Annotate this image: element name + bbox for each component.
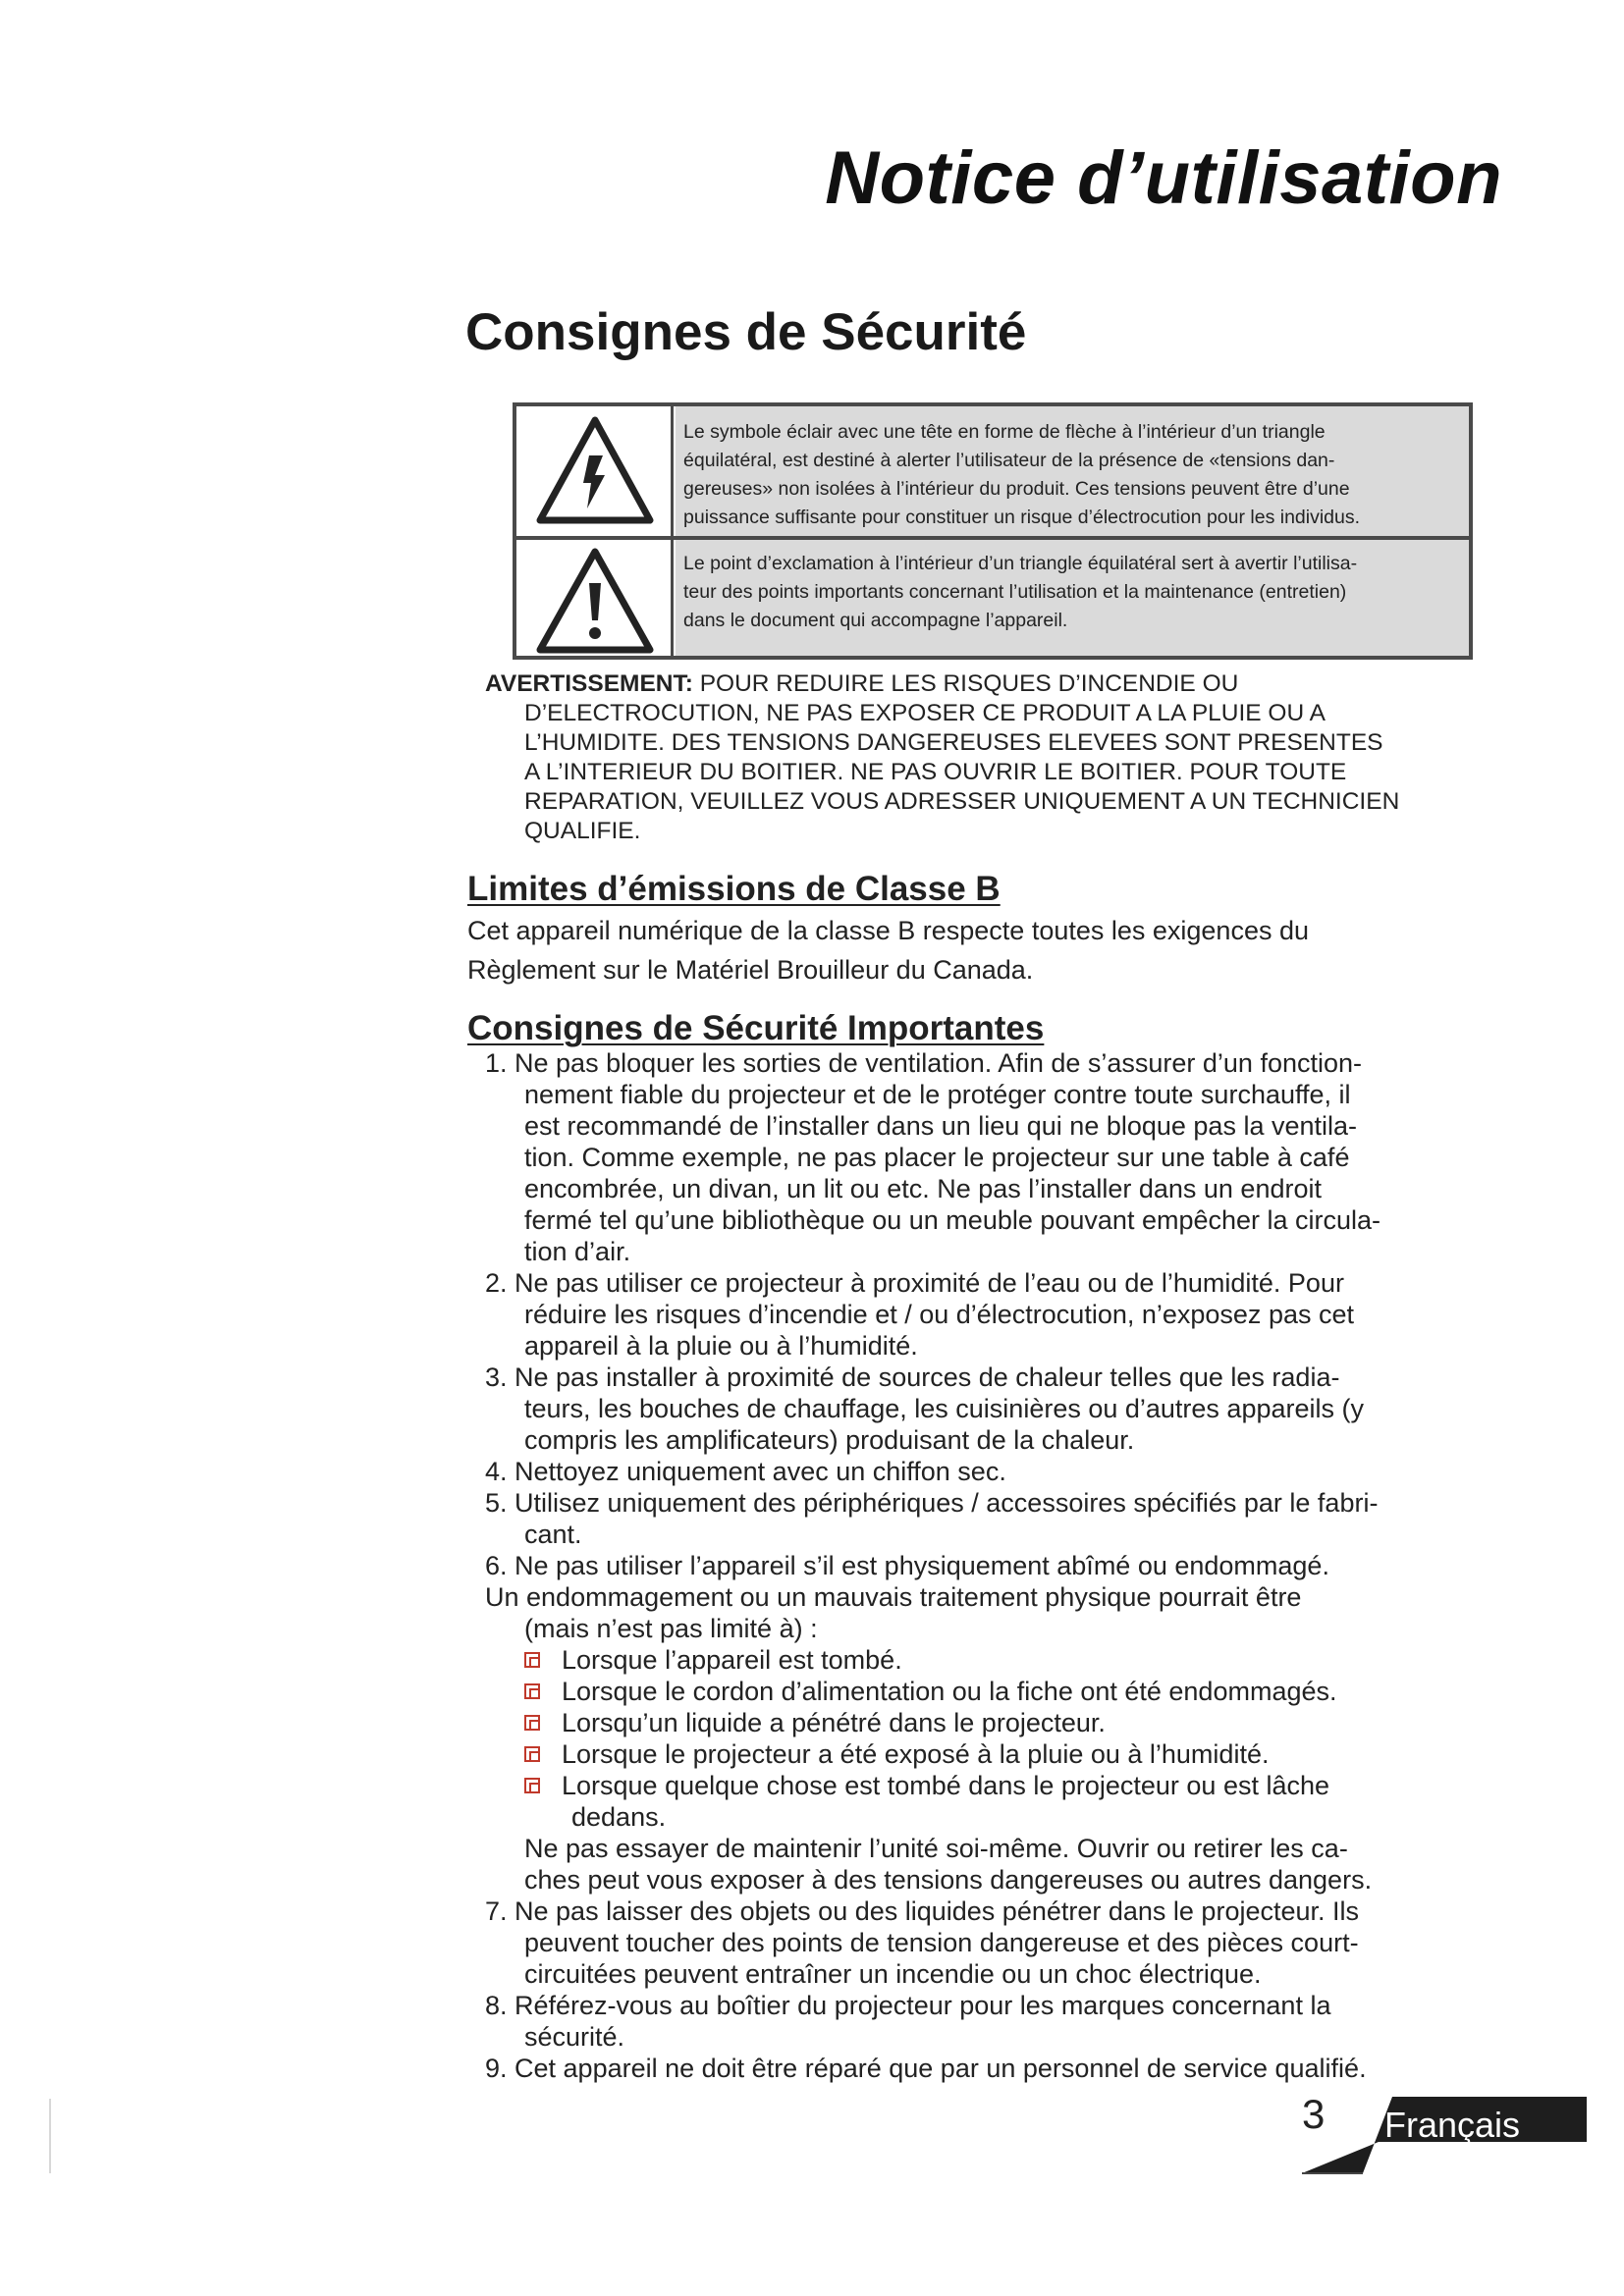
list-item-9: 9. Cet appareil ne doit être réparé que par un personnel de service qualifié. [485,2054,1367,2083]
list-item-3-cont: compris les amplificateurs) produisant de la chaleur. [524,1425,1135,1455]
symbol-text-line: Le point d’exclamation à l’intérieur d’un triangle équilatéral sert à avertir l’utilisa- [683,553,1358,574]
list-item-1: 1. Ne pas bloquer les sorties de ventilation. Afin de s’assurer d’un fonction- [485,1048,1363,1078]
damage-bullet: Lorsque le projecteur a été exposé à la pluie ou à l’humidité. [485,1738,1496,1770]
damage-bullet: Lorsque l’appareil est tombé. [485,1644,1496,1676]
list-item-3: 3. Ne pas installer à proximité de sources de chaleur telles que les radia- [485,1362,1340,1392]
margin-line [49,2099,51,2173]
page-number: 3 [1302,2091,1326,2137]
maintain-note: Ne pas essayer de maintenir l’unité soi-même. Ouvrir ou retirer les ca- [524,1834,1348,1863]
safety-instructions-list [485,1047,1496,2084]
symbol-text-line: puissance suffisante pour constituer un risque d’électrocution pour les individus. [683,507,1361,528]
list-item-5-cont: cant. [524,1520,582,1549]
list-item-2-cont: appareil à la pluie ou à l’humidité. [524,1331,918,1361]
language-label: Français [1384,2105,1521,2145]
damage-bullet: Lorsque quelque chose est tombé dans le projecteur ou est lâche [485,1770,1496,1801]
symbol-text-line: teur des points importants concernant l’utilisation et la maintenance (entretien) [683,581,1347,603]
list-item-1-cont: tion d’air. [524,1237,631,1266]
list-item-1-cont: encombrée, un divan, un lit ou etc. Ne pas l’installer dans un endroit [524,1174,1322,1203]
damage-intro: Un endommagement ou un mauvais traitement physique pourrait être [485,1582,1302,1612]
exclamation-triangle-icon [534,548,656,658]
important-safety-heading: Consignes de Sécurité Importantes [467,1009,1045,1047]
warning-text: D’ELECTROCUTION, NE PAS EXPOSER CE PRODUIT A LA PLUIE OU A [524,700,1326,726]
list-item-1-cont: nement fiable du projecteur et de le protéger contre toute surchauffe, il [524,1080,1351,1109]
symbol-row-lightning [516,406,1469,536]
list-item-4: 4. Nettoyez uniquement avec un chiffon sec. [485,1457,1006,1486]
warning-block [485,669,1477,846]
checkbox-bullet-icon [524,1778,540,1793]
checkbox-bullet-icon [524,1683,540,1699]
list-item-7: 7. Ne pas laisser des objets ou des liquides pénétrer dans le projecteur. Ils [485,1896,1360,1926]
safety-symbols-table [513,402,1473,660]
warning-text: QUALIFIE. [524,818,641,844]
class-b-text [467,911,1479,989]
warning-text: L’HUMIDITE. DES TENSIONS DANGEREUSES ELEVEES SONT PRESENTES [524,729,1383,756]
list-item-2-cont: réduire les risques d’incendie et / ou d’électrocution, n’exposez pas cet [524,1300,1354,1329]
damage-bullet-cont: dedans. [571,1802,667,1832]
list-item-5: 5. Utilisez uniquement des périphériques / accessoires spécifiés par le fabri- [485,1488,1379,1518]
list-item-7-cont: circuitées peuvent entraîner un incendie ou un choc électrique. [524,1959,1262,1989]
list-item-1-cont: fermé tel qu’une bibliothèque ou un meuble pouvant empêcher la circula- [524,1205,1381,1235]
list-item-2: 2. Ne pas utiliser ce projecteur à proximité de l’eau ou de l’humidité. Pour [485,1268,1344,1298]
symbol-text-line: dans le document qui accompagne l’appareil. [683,610,1068,631]
checkbox-bullet-icon [524,1746,540,1762]
checkbox-bullet-icon [524,1652,540,1668]
paragraph-line: Cet appareil numérique de la classe B respecte toutes les exigences du [467,916,1309,945]
document-title: Notice d’utilisation [825,136,1502,220]
list-item-1-cont: est recommandé de l’installer dans un lieu qui ne bloque pas la ventila- [524,1111,1358,1141]
symbol-text-line: équilatéral, est destiné à alerter l’utilisateur de la présence de «tensions dan- [683,450,1335,471]
symbol-row-exclamation [516,540,1469,656]
warning-text: POUR REDUIRE LES RISQUES D’INCENDIE OU [692,670,1239,697]
section-title: Consignes de Sécurité [465,303,1027,361]
list-item-3-cont: teurs, les bouches de chauffage, les cuisinières ou d’autres appareils (y [524,1394,1364,1423]
damage-bullet: Lorsqu’un liquide a pénétré dans le projecteur. [485,1707,1496,1738]
lightning-triangle-icon [534,414,656,528]
warning-text: REPARATION, VEUILLEZ VOUS ADRESSER UNIQUEMENT A UN TECHNICIEN [524,788,1400,815]
warning-label: AVERTISSEMENT: [485,670,693,697]
class-b-heading: Limites d’émissions de Classe B [467,870,1001,908]
damage-bullet: Lorsque le cordon d’alimentation ou la fiche ont été endommagés. [485,1676,1496,1707]
list-item-7-cont: peuvent toucher des points de tension dangereuse et des pièces court- [524,1928,1359,1957]
symbol-description [676,540,1469,656]
damage-intro-cont: (mais n’est pas limité à) : [524,1614,818,1643]
list-item-6: 6. Ne pas utiliser l’appareil s’il est physiquement abîmé ou endommagé. [485,1551,1329,1580]
symbol-icon-cell [516,406,674,536]
warning-text: A L’INTERIEUR DU BOITIER. NE PAS OUVRIR LE BOITIER. POUR TOUTE [524,759,1347,785]
list-item-1-cont: tion. Comme exemple, ne pas placer le projecteur sur une table à café [524,1143,1350,1172]
warning-first-line [485,669,1477,699]
paragraph-line: Règlement sur le Matériel Brouilleur du Canada. [467,955,1034,985]
checkbox-bullet-icon [524,1715,540,1731]
symbol-icon-cell [516,540,674,656]
maintain-note-cont: ches peut vous exposer à des tensions dangereuses ou autres dangers. [524,1865,1373,1895]
symbol-description [676,406,1469,536]
symbol-text-line: gereuses» non isolées à l’intérieur du produit. Ces tensions peuvent être d’une [683,478,1350,500]
symbol-text-line: Le symbole éclair avec une tête en forme de flèche à l’intérieur d’un triangle [683,421,1326,443]
list-item-8-cont: sécurité. [524,2022,625,2052]
list-item-8: 8. Référez-vous au boîtier du projecteur pour les marques concernant la [485,1991,1331,2020]
